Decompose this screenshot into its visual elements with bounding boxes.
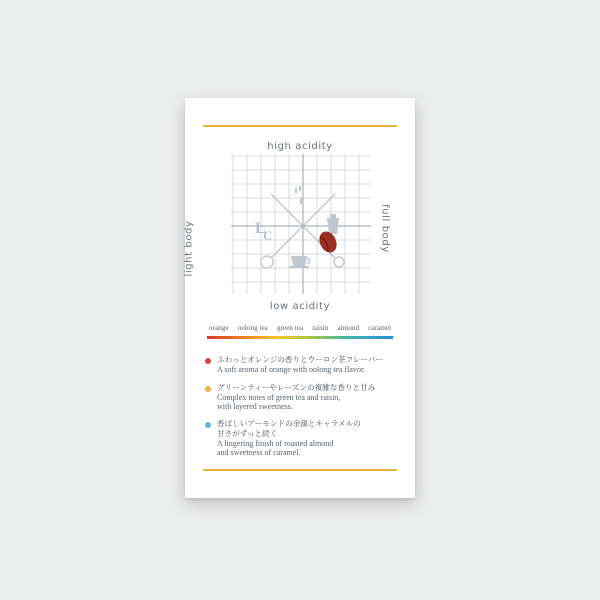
svg-text:C: C bbox=[263, 228, 273, 243]
flavor-label-orange: orange bbox=[209, 324, 229, 332]
flavor-label-oolong-tea: oolong tea bbox=[237, 324, 268, 332]
note-3-japanese-line-2: 甘さがずっと続く bbox=[217, 429, 278, 438]
bottom-rule bbox=[203, 469, 397, 471]
note-dot-yellow bbox=[205, 386, 211, 392]
note-1-english: A soft aroma of orange with oolong tea flavor. bbox=[217, 365, 366, 374]
flavor-spectrum-bar bbox=[207, 336, 393, 339]
coffee-drip-icon bbox=[295, 186, 302, 204]
note-2-english-line-2: with layered sweetness. bbox=[217, 402, 293, 411]
tasting-note-3 bbox=[205, 419, 401, 457]
note-2-japanese: グリーンティーやレーズンの複雑な香りと甘み bbox=[217, 383, 376, 392]
axis-label-low-acidity: low acidity bbox=[269, 301, 331, 312]
axis-label-full-body: full body bbox=[379, 204, 391, 253]
coffee-pot-icon bbox=[327, 214, 339, 234]
flavor-map-grid bbox=[231, 154, 371, 294]
lc-logo-icon bbox=[255, 220, 272, 243]
note-3-english-line-2: and sweetness of caramel. bbox=[217, 448, 301, 457]
note-2-english-line-1: Complex notes of green tea and raisin, bbox=[217, 393, 341, 402]
flavor-label-almond: almond bbox=[337, 324, 360, 332]
note-dot-red bbox=[205, 358, 211, 364]
flavor-spectrum-labels bbox=[209, 324, 391, 332]
tasting-card bbox=[185, 98, 415, 498]
top-rule bbox=[203, 125, 397, 127]
note-dot-blue bbox=[205, 422, 211, 428]
flavor-label-caramel: caramel bbox=[368, 324, 391, 332]
note-3-english-line-1: A lingering finish of roasted almond bbox=[217, 439, 334, 448]
tasting-note-2 bbox=[205, 383, 401, 411]
note-1-japanese: ふわっとオレンジの香りとウーロン茶フレーバー bbox=[217, 355, 383, 364]
coffee-cup-icon bbox=[289, 256, 310, 268]
flavor-label-raisin: raisin bbox=[312, 324, 329, 332]
tasting-note-1 bbox=[205, 355, 401, 374]
flavor-label-green-tea: green tea bbox=[277, 324, 304, 332]
svg-text:L: L bbox=[255, 220, 266, 237]
note-3-japanese-line-1: 香ばしいアーモンドの余韻とキャラメルの bbox=[217, 419, 361, 428]
axis-label-light-body: light body bbox=[183, 220, 195, 277]
axis-label-high-acidity: high acidity bbox=[267, 141, 333, 152]
